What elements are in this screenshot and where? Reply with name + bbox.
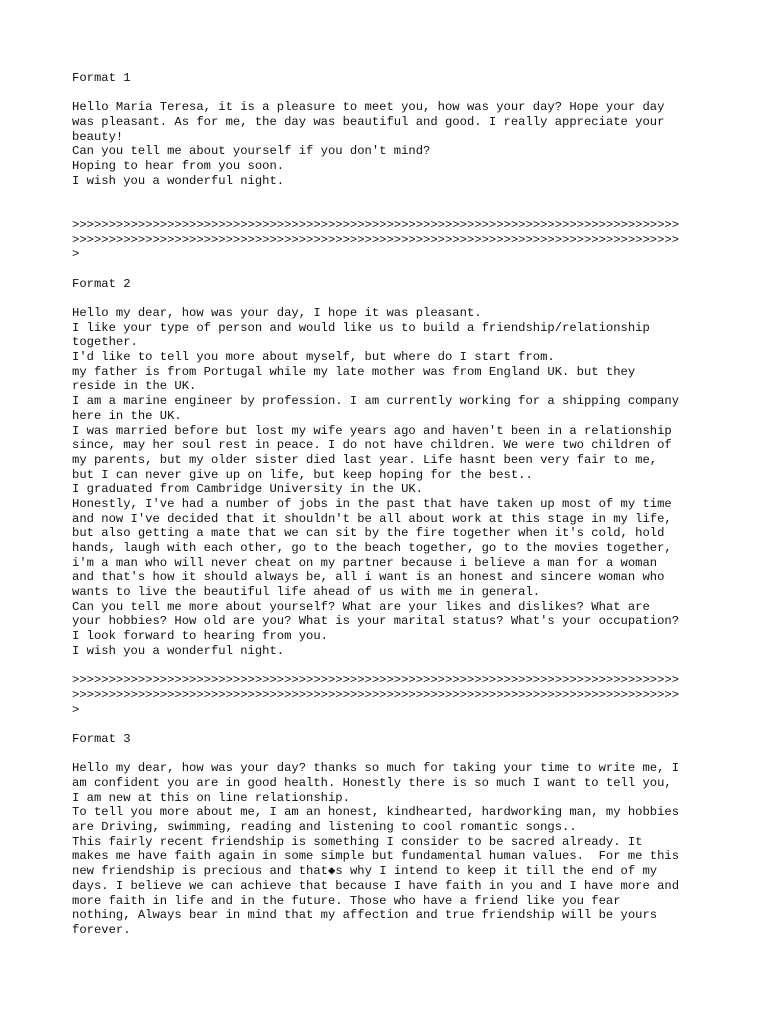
section-heading: Format 2 bbox=[72, 276, 131, 291]
separator-line: > bbox=[72, 702, 80, 717]
body-line: my parents, but my older sister died last year. Life hasnt been very fair to me, bbox=[72, 452, 658, 467]
body-line: since, may her soul rest in peace. I do not have children. We were two children of bbox=[72, 438, 672, 453]
separator-line: >>>>>>>>>>>>>>>>>>>>>>>>>>>>>>>>>>>>>>>>>>>>>>>>>>>>>>>>>>>>>>>>>>>>>>>>>>>>>>>>>>> bbox=[72, 232, 680, 247]
body-line: Can you tell me more about yourself? What are your likes and dislikes? What are bbox=[72, 599, 650, 614]
body-line: I am new at this on line relationship. bbox=[72, 790, 350, 805]
body-line: and now I've decided that it shouldn't be all about work at this stage in my life, bbox=[72, 511, 672, 526]
body-line: I wish you a wonderful night. bbox=[72, 173, 285, 188]
body-line: hands, laugh with each other, go to the beach together, go to the movies together, bbox=[72, 541, 672, 556]
separator-line: >>>>>>>>>>>>>>>>>>>>>>>>>>>>>>>>>>>>>>>>>>>>>>>>>>>>>>>>>>>>>>>>>>>>>>>>>>>>>>>>>>> bbox=[72, 217, 680, 232]
section-heading: Format 1 bbox=[72, 71, 131, 85]
paragraph-gap bbox=[72, 717, 712, 732]
separator-line: >>>>>>>>>>>>>>>>>>>>>>>>>>>>>>>>>>>>>>>>>>>>>>>>>>>>>>>>>>>>>>>>>>>>>>>>>>>>>>>>>>> bbox=[72, 687, 680, 702]
paragraph-gap bbox=[72, 291, 712, 306]
body-line: my father is from Portugal while my late mother was from England UK. but they bbox=[72, 364, 636, 379]
section-heading: Format 3 bbox=[72, 731, 131, 746]
body-line: I look forward to hearing from you. bbox=[72, 629, 328, 644]
body-line: together. bbox=[72, 335, 138, 350]
body-line: I graduated from Cambridge University in the UK. bbox=[72, 482, 424, 497]
body-line: This fairly recent friendship is something I consider to be sacred already. It bbox=[72, 834, 643, 849]
paragraph-gap bbox=[72, 747, 712, 762]
body-line: I was married before but lost my wife years ago and haven't been in a relationship bbox=[72, 423, 672, 438]
body-line: are Driving, swimming, reading and listening to cool romantic songs.. bbox=[72, 820, 577, 835]
body-line: Hello Maria Teresa, it is a pleasure to meet you, how was your day? Hope your day bbox=[72, 100, 665, 115]
document-page bbox=[72, 71, 712, 938]
body-line: more faith in life and in the future. Those who have a friend like you fear bbox=[72, 893, 621, 908]
body-line: wants to live the beautiful life ahead of us with me in general. bbox=[72, 585, 541, 600]
body-line: was pleasant. As for me, the day was beautiful and good. I really appreciate your bbox=[72, 115, 665, 130]
body-line: beauty! bbox=[72, 129, 124, 144]
body-line: I wish you a wonderful night. bbox=[72, 643, 285, 658]
body-line: and that's how it should always be, all i want is an honest and sincere woman who bbox=[72, 570, 665, 585]
paragraph-gap bbox=[72, 189, 712, 218]
body-line: your hobbies? How old are you? What is your marital status? What's your occupation? bbox=[72, 614, 680, 629]
document-body bbox=[72, 71, 712, 938]
body-line: but also getting a mate that we can sit by the fire together when it's cold, hold bbox=[72, 526, 665, 541]
body-line: days. I believe we can achieve that because I have faith in you and I have more and bbox=[72, 878, 680, 893]
body-line: To tell you more about me, I am an honest, kindhearted, hardworking man, my hobbies bbox=[72, 805, 680, 820]
paragraph-gap bbox=[72, 659, 712, 674]
body-line: I am a marine engineer by profession. I am currently working for a shipping company bbox=[72, 394, 680, 409]
body-line: am confident you are in good health. Honestly there is so much I want to tell you, bbox=[72, 776, 672, 791]
body-line: here in the UK. bbox=[72, 408, 182, 423]
body-line: nothing, Always bear in mind that my affection and true friendship will be yours bbox=[72, 908, 658, 923]
paragraph-gap bbox=[72, 262, 712, 277]
body-line: I'd like to tell you more about myself, but where do I start from. bbox=[72, 350, 555, 365]
body-line: i'm a man who will never cheat on my partner because i believe a man for a woman bbox=[72, 555, 658, 570]
separator-line: >>>>>>>>>>>>>>>>>>>>>>>>>>>>>>>>>>>>>>>>>>>>>>>>>>>>>>>>>>>>>>>>>>>>>>>>>>>>>>>>>>> bbox=[72, 673, 680, 688]
separator-line: > bbox=[72, 247, 80, 262]
body-line: forever. bbox=[72, 922, 131, 937]
body-line: makes me have faith again in some simple but fundamental human values. For me this bbox=[72, 849, 680, 864]
body-line: Hello my dear, how was your day? thanks so much for taking your time to write me, I bbox=[72, 761, 680, 776]
body-line: Hoping to hear from you soon. bbox=[72, 159, 285, 174]
body-line: reside in the UK. bbox=[72, 379, 197, 394]
body-line: Honestly, I've had a number of jobs in the past that have taken up most of my time bbox=[72, 496, 672, 511]
body-line: I like your type of person and would like us to build a friendship/relationship bbox=[72, 320, 650, 335]
body-line: Can you tell me about yourself if you don't mind? bbox=[72, 144, 431, 159]
body-line: new friendship is precious and that◆s why I intend to keep it till the end of my bbox=[72, 864, 658, 879]
body-line: Hello my dear, how was your day, I hope it was pleasant. bbox=[72, 306, 482, 321]
body-line: but I can never give up on life, but keep hoping for the best.. bbox=[72, 467, 533, 482]
paragraph-gap bbox=[72, 86, 712, 101]
